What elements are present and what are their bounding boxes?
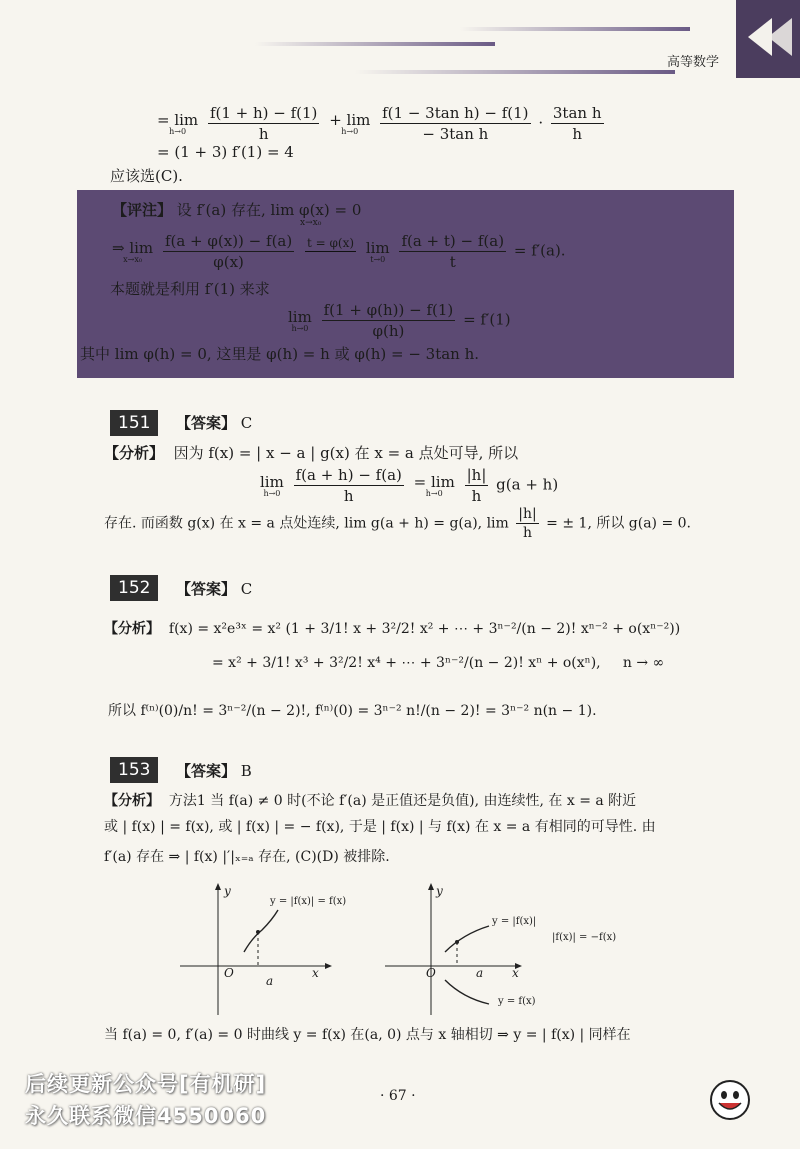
q151-analysis: 【分析】 因为 f(x) = | x − a | g(x) 在 x = a 点处可导, 所以 bbox=[104, 444, 519, 462]
book-title: 高等数学 bbox=[667, 55, 720, 70]
graph-right bbox=[385, 880, 535, 1015]
q153-line-1: 【分析】 方法1 当 f(a) ≠ 0 时(不论 f′(a) 是正值还是负值), 由连续性, 在 x = a 附近 bbox=[104, 793, 637, 809]
q153-line-3: f′(a) 存在 ⇒ | f(x) |′|ₓ₌ₐ 存在, (C)(D) 被排除. bbox=[104, 849, 390, 865]
graph-right-upper-label: y = |f(x)| bbox=[492, 916, 537, 927]
q153-line-2: 或 | f(x) | = f(x), 或 | f(x) | = − f(x), 于是 | f(x) | 与 f(x) 在 x = a 有相同的可导性. 由 bbox=[104, 819, 656, 835]
header-arrows-icon bbox=[742, 14, 796, 60]
header-bar-3 bbox=[355, 70, 675, 74]
q153-answer: 【答案】 B bbox=[176, 762, 252, 780]
note-line-1: 【评注】 设 f′(a) 存在, lim φ(x) = 0 bbox=[112, 201, 362, 219]
graph-left-a-label: a bbox=[266, 974, 274, 988]
problem-number-152: 152 bbox=[110, 575, 158, 601]
header-bar-1 bbox=[460, 27, 690, 31]
equation-line-2: = (1 + 3) f′(1) = 4 bbox=[157, 143, 294, 161]
header-bar-2 bbox=[255, 42, 495, 46]
q152-line-2: = x² + 3/1! x³ + 3²/2! x⁴ + ⋯ + 3ⁿ⁻²/(n − 2)! xⁿ + o(xⁿ), n → ∞ bbox=[212, 655, 665, 671]
q152-answer: 【答案】 C bbox=[176, 580, 253, 598]
note-line-1-sub: x→x₀ bbox=[300, 218, 322, 228]
graph-right-y-label: y bbox=[436, 884, 443, 898]
graph-left-curve-label: y = |f(x)| = f(x) bbox=[270, 896, 347, 907]
graph-left-x-label: x bbox=[312, 966, 319, 980]
note-line-3: 本题就是利用 f′(1) 来求 bbox=[110, 280, 270, 298]
problem-number-151: 151 bbox=[110, 410, 158, 436]
graph-right-x-label: x bbox=[512, 966, 519, 980]
q152-line-1: 【分析】 f(x) = x²e³ˣ = x² (1 + 3/1! x + 3²/2! x² + ⋯ + 3ⁿ⁻²/(n − 2)! xⁿ⁻² + o(xⁿ⁻²)) bbox=[104, 621, 681, 637]
watermark-line-1: 后续更新公众号[有机研] bbox=[25, 1072, 267, 1096]
q151-answer: 【答案】 C bbox=[176, 414, 253, 432]
page-number: · 67 · bbox=[380, 1088, 416, 1104]
problem-number-153: 153 bbox=[110, 757, 158, 783]
note-line-5: 其中 lim φ(h) = 0, 这里是 φ(h) = h 或 φ(h) = − 3tan h. bbox=[80, 345, 480, 363]
graph-left-y-label: y bbox=[224, 884, 231, 898]
note-line-4: lim h→0 $\frac{f(1 + \varphi(h)) - f(1)}{\varphi(h)}$ = f′(1) bbox=[288, 301, 511, 340]
note-line-2: ⇒ lim x→x₀ $\frac{f(a + \varphi(x)) - f(a)}{\varphi(x)}$ t = φ(x) lim t→0 $\frac{f(a + t) - f(a)}{t}$ = f′(a). bbox=[112, 232, 566, 271]
graph-right-side-label: |f(x)| = −f(x) bbox=[552, 932, 617, 943]
graph-right-a-label: a bbox=[476, 966, 484, 980]
watermark-line-2: 永久联系微信4550060 bbox=[25, 1104, 267, 1128]
q151-equation: lim h→0 $\frac{f(a + h) - f(a)}{h}$ = lim h→0 $\frac{|h|}{h}$ g(a + h) bbox=[260, 466, 559, 505]
q152-line-3: 所以 f⁽ⁿ⁾(0)/n! = 3ⁿ⁻²/(n − 2)!, f⁽ⁿ⁾(0) = 3ⁿ⁻² n!/(n − 2)! = 3ⁿ⁻² n(n − 1). bbox=[108, 703, 597, 719]
equation-line-1: = lim h→0 $\frac{f(1 + h) - f(1)}{h}$ + lim h→0 $\frac{\text{f(1 − 3tan h) − f(1)}}{\text{− 3tan h}}$ · $\frac{\text{3tan h}}{h}$ bbox=[157, 104, 602, 143]
graph-right-lower-label: y = f(x) bbox=[498, 996, 536, 1007]
smiley-icon bbox=[708, 1078, 752, 1122]
graph-right-origin: O bbox=[426, 966, 436, 980]
q153-line-4: 当 f(a) = 0, f′(a) = 0 时曲线 y = f(x) 在(a, 0) 点与 x 轴相切 ⇒ y = | f(x) | 同样在 bbox=[104, 1027, 631, 1043]
graph-left-origin: O bbox=[224, 966, 234, 980]
answer-choice: 应该选(C). bbox=[110, 167, 183, 185]
q151-conclusion: 存在. 而函数 g(x) 在 x = a 点处连续, lim g(a + h) = g(a), lim $\frac{|h|}{h}$ = ± 1, 所以 g(a) = 0. bbox=[104, 506, 692, 541]
